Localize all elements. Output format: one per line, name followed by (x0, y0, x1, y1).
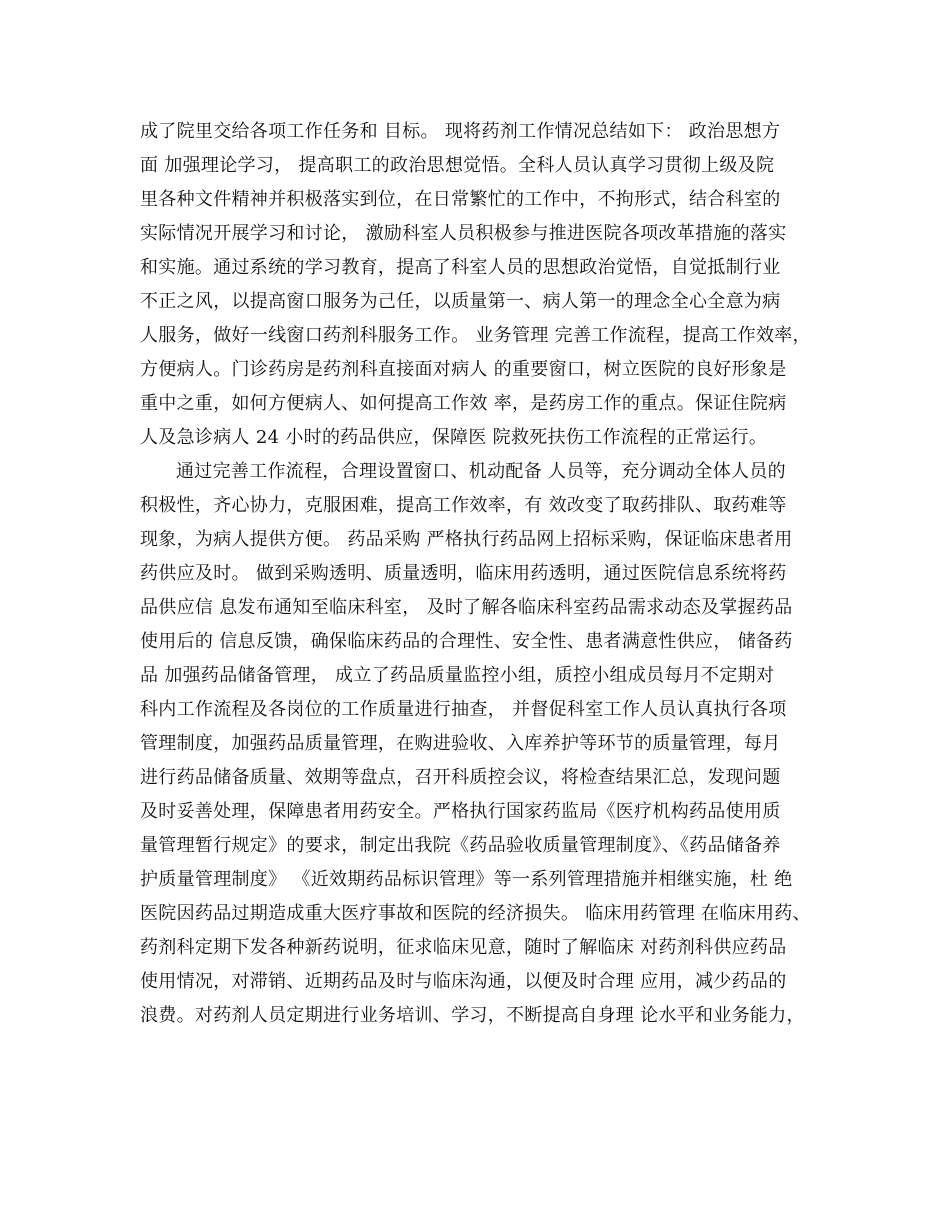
text-line: 面 加强理论学习， 提高职工的政治思想觉悟。全科人员认真学习贯彻上级及院 (140, 155, 775, 176)
text-line: 品 加强药品储备管理， 成立了药品质量监控小组，质控小组成员每月不定期对 (140, 665, 775, 686)
text-line: 人及急诊病人 24 小时的药品供应，保障医 院救死扶伤工作流程的正常运行。 (140, 427, 768, 448)
text-line: 不正之风，以提高窗口服务为己任，以质量第一、病人第一的理念全心全意为病 (140, 291, 781, 312)
text-line: 浪费。对药剂人员定期进行业务培训、学习，不断提高自身理 论水平和业务能力， (140, 1005, 805, 1026)
text-line: 重中之重，如何方便病人、如何提高工作效 率，是药房工作的重点。保证住院病 (140, 393, 787, 414)
text-line: 药供应及时。 做到采购透明、质量透明，临床用药透明，通过医院信息系统将药 (140, 563, 787, 584)
text-line: 护质量管理制度》 《近效期药品标识管理》等一系列管理措施并相继实施，杜 绝 (140, 869, 793, 890)
text-line: 实际情况开展学习和讨论， 激励科室人员积极参与推进医院各项改革措施的落实 (140, 223, 787, 244)
text-line: 品供应信 息发布通知至临床科室， 及时了解各临床科室药品需求动态及掌握药品 (140, 597, 793, 618)
text-line: 人服务，做好一线窗口药剂科服务工作。 业务管理 完善工作流程，提高工作效率， (140, 325, 811, 346)
text-line: 使用情况，对滞销、近期药品及时与临床沟通，以便及时合理 应用，减少药品的 (140, 971, 787, 992)
document-body (140, 115, 815, 1033)
text-line: 通过完善工作流程，合理设置窗口、机动配备 人员等，充分调动全体人员的 (176, 461, 786, 482)
text-line: 和实施。通过系统的学习教育，提高了科室人员的思想政治觉悟，自觉抵制行业 (140, 257, 781, 278)
text-line: 医院因药品过期造成重大医疗事故和医院的经济损失。 临床用药管理 在临床用药、 (140, 903, 811, 924)
text-line: 使用后的 信息反馈，确保临床药品的合理性、安全性、患者满意性供应， 储备药 (140, 631, 793, 652)
text-line: 现象，为病人提供方便。 药品采购 严格执行药品网上招标采购，保证临床患者用 (140, 529, 793, 550)
text-line: 量管理暂行规定》的要求，制定出我院《药品验收质量管理制度》、《药品储备养 (140, 835, 781, 856)
text-line: 进行药品储备质量、效期等盘点，召开科质控会议，将检查结果汇总，发现问题 (140, 767, 781, 788)
text-line: 方便病人。门诊药房是药剂科直接面对病人 的重要窗口，树立医院的良好形象是 (140, 359, 787, 380)
text-line: 积极性，齐心协力，克服困难，提高工作效率，有 效改变了取药排队、取药难等 (140, 495, 787, 516)
paragraph (140, 115, 815, 455)
text-line: 管理制度，加强药品质量管理，在购进验收、入库养护等环节的质量管理，每月 (140, 733, 781, 754)
paragraph (140, 455, 815, 1033)
text-line: 科内工作流程及各岗位的工作质量进行抽查， 并督促科室工作人员认真执行各项 (140, 699, 787, 720)
text-line: 药剂科定期下发各种新药说明，征求临床见意，随时了解临床 对药剂科供应药品 (140, 937, 787, 958)
text-line: 及时妥善处理，保障患者用药安全。严格执行国家药监局《医疗机构药品使用质 (140, 801, 781, 822)
text-line: 里各种文件精神并积极落实到位，在日常繁忙的工作中，不拘形式，结合科室的 (140, 189, 781, 210)
text-line: 成了院里交给各项工作任务和 目标。 现将药剂工作情况总结如下： 政治思想方 (140, 121, 781, 142)
